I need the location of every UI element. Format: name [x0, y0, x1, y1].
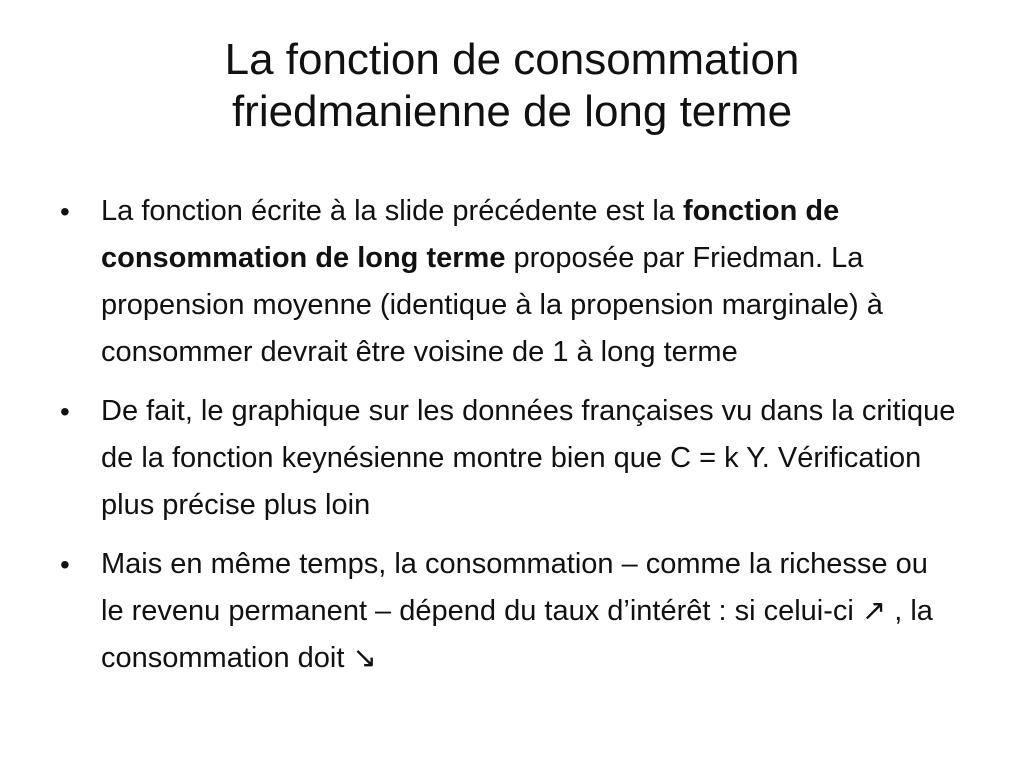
bullet-text: [101, 195, 883, 368]
bullet-text-bold: fonction de consommation de long terme: [101, 195, 840, 274]
bullet-text: Mais en même temps, la consommation – comme la richesse ou le revenu permanent – dépend du taux d’intérêt : si celui-ci ↗ , la consommation doit ↘: [101, 548, 933, 674]
bullet-icon: •: [60, 396, 70, 427]
title-line-2: friedmanienne de long terme: [231, 87, 793, 136]
bullet-list: [56, 188, 956, 694]
bullet-text-part: proposée par Friedman. La propension moyenne (identique à la propension marginale) à consommer devrait être voisine de 1 à long terme: [101, 242, 883, 368]
bullet-item: [56, 188, 956, 376]
bullet-icon: •: [60, 196, 70, 227]
bullet-text: De fait, le graphique sur les données françaises vu dans la critique de la fonction keynésienne montre bien que C = k Y. Vérification plus précise plus loin: [101, 395, 956, 521]
bullet-item: [56, 541, 956, 682]
bullet-text-part: La fonction écrite à la slide précédente est la: [101, 195, 683, 227]
title-line-1: La fonction de consommation: [224, 35, 800, 84]
slide-title: [60, 34, 964, 138]
bullet-item: [56, 388, 956, 529]
bullet-icon: •: [60, 549, 70, 580]
